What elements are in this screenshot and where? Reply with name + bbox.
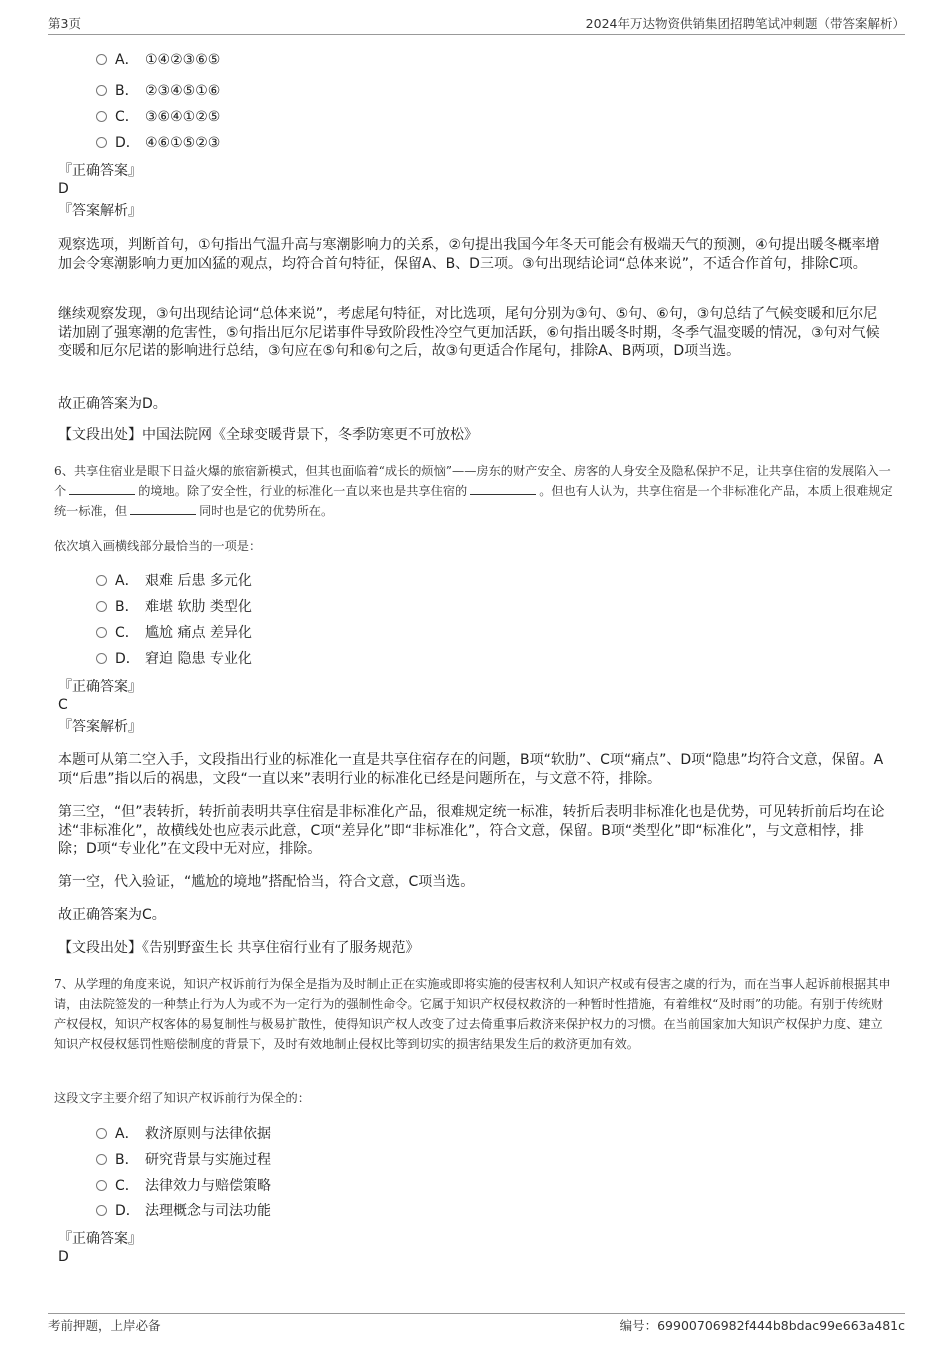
q7-option-a[interactable]: A． 救济原则与法律依据 <box>96 1124 271 1144</box>
q6-option-d[interactable]: D． 窘迫 隐患 专业化 <box>96 649 252 669</box>
q7-stem: 7、从学理的角度来说，知识产权诉前行为保全是指为及时制止正在实施或即将实施的侵害权利人知识产权或有侵害之虞的行为，而在当事人起诉前根据其申请，由法院签发的一种禁止行为人为或不为一定行为的强制性命令。它属于知识产权侵权救济的一种暂时性措施，有着维权“及时雨”的功能。有别于传统财产权侵权，知识产权客体的易复制性与极易扩散性，使得知识产权人改变了过去倚重事后救济来保护权力的习惯。在当前国家加大知识产权保护力度、建立知识产权侵权惩罚性赔偿制度的背景下，及时有效地制止侵权比等到切实的损害结果发生后的救济更加有效。 <box>54 977 891 1051</box>
q5-answer: D <box>58 181 69 197</box>
q5-option-a[interactable]: A． ①④②③⑥⑤ <box>96 50 220 70</box>
q7-answer-label: 『正确答案』 <box>58 1231 142 1247</box>
radio-icon[interactable] <box>96 111 107 122</box>
q6-answer: C <box>58 697 68 713</box>
page-header <box>48 14 905 35</box>
q6-source: 【文段出处】《告别野蛮生长 共享住宿行业有了服务规范》 <box>58 940 420 956</box>
document-code: 编号：69900706982f444b8bdac99e663a481c <box>619 1318 905 1333</box>
q5-analysis-p2: 继续观察发现，③句出现结论词“总体来说”，考虑尾句特征，对比选项，尾句分别为③句、⑤句、⑥句，③句总结了气候变暖和厄尔尼诺加剧了强寒潮的危害性，⑤句指出厄尔尼诺事件导致阶段性冷空气更加活跃，⑥句指出暖冬时期，冬季气温变暖的情况，③句对气候变暖和厄尔尼诺的影响进行总结，③句应在⑤句和⑥句之后，故③句更适合作尾句，排除A、B两项，D项当选。 <box>58 306 880 359</box>
radio-icon[interactable] <box>96 1154 107 1165</box>
q6-option-a[interactable]: A． 艰难 后患 多元化 <box>96 571 252 591</box>
footer-slogan: 考前押题，上岸必备 <box>48 1318 161 1333</box>
q6-stem: 6、共享住宿业是眼下日益火爆的旅宿新模式，但其也面临着“成长的烦恼”——房东的财产安全、房客的人身安全及隐私保护不足，让共享住宿的发展陷入一个 的境地。除了安全性，行业的标准化一直以来也是共享住宿的 。但也有人认为，共享住宿是一个非标准化产品，本质上很难规定统一标准，但 同时也是它的优势所在。 <box>54 464 893 518</box>
q7-option-d[interactable]: D． 法理概念与司法功能 <box>96 1201 271 1221</box>
radio-icon[interactable] <box>96 653 107 664</box>
blank-1[interactable] <box>69 482 135 495</box>
blank-3[interactable] <box>130 502 196 515</box>
blank-2[interactable] <box>470 482 536 495</box>
document-title: 2024年万达物资供销集团招聘笔试冲刺题（带答案解析） <box>585 16 905 31</box>
radio-icon[interactable] <box>96 627 107 638</box>
q5-option-b[interactable]: B． ②③④⑤①⑥ <box>96 81 220 101</box>
q5-analysis-p3: 故正确答案为D。 <box>58 396 167 412</box>
q7-option-b[interactable]: B． 研究背景与实施过程 <box>96 1150 271 1170</box>
q5-option-c[interactable]: C． ③⑥④①②⑤ <box>96 107 220 127</box>
radio-icon[interactable] <box>96 54 107 65</box>
radio-icon[interactable] <box>96 1180 107 1191</box>
q5-answer-label: 『正确答案』 <box>58 163 142 179</box>
q6-answer-label: 『正确答案』 <box>58 679 142 695</box>
radio-icon[interactable] <box>96 1205 107 1216</box>
q5-analysis-label: 『答案解析』 <box>58 203 142 219</box>
q5-analysis-p1: 观察选项，判断首句，①句指出气温升高与寒潮影响力的关系，②句提出我国今年冬天可能会有极端天气的预测，④句提出暖冬概率增加会令寒潮影响力更加凶猛的观点，均符合首句特征，保留A、B、D三项。③句出现结论词“总体来说”，不适合作首句，排除C项。 <box>58 237 880 272</box>
q6-option-b[interactable]: B． 难堪 软肋 类型化 <box>96 597 252 617</box>
q6-analysis-p3: 第一空，代入验证，“尴尬的境地”搭配恰当，符合文意，C项当选。 <box>58 874 475 890</box>
q6-analysis-p2: 第三空，“但”表转折，转折前表明共享住宿是非标准化产品，很难规定统一标准，转折后表明非标准化也是优势，可见转折前后均在论述“非标准化”，故横线处也应表示此意，C项“差异化”即“非标准化”，符合文意，保留。B项“类型化”即“标准化”，与文意相悖，排除；D项“专业化”在文段中无对应，排除。 <box>58 804 885 857</box>
q6-analysis-label: 『答案解析』 <box>58 719 142 735</box>
q7-answer: D <box>58 1249 69 1265</box>
radio-icon[interactable] <box>96 137 107 148</box>
q6-prompt: 依次填入画横线部分最恰当的一项是： <box>54 539 262 553</box>
page-footer <box>48 1313 905 1333</box>
q7-prompt: 这段文字主要介绍了知识产权诉前行为保全的： <box>54 1091 310 1105</box>
radio-icon[interactable] <box>96 575 107 586</box>
radio-icon[interactable] <box>96 85 107 96</box>
q6-analysis-p1: 本题可从第二空入手，文段指出行业的标准化一直是共享住宿存在的问题，B项“软肋”、C项“痛点”、D项“隐患”均符合文意，保留。A项“后患”指以后的祸患，文段“一直以来”表明行业的标准化已经是问题所在，与文意不符，排除。 <box>58 752 884 787</box>
q6-analysis-p4: 故正确答案为C。 <box>58 907 166 923</box>
radio-icon[interactable] <box>96 1128 107 1139</box>
q6-option-c[interactable]: C． 尴尬 痛点 差异化 <box>96 623 252 643</box>
q7-option-c[interactable]: C． 法律效力与赔偿策略 <box>96 1176 271 1196</box>
radio-icon[interactable] <box>96 601 107 612</box>
q5-option-d[interactable]: D． ④⑥①⑤②③ <box>96 133 220 153</box>
page-number: 第3页 <box>48 16 81 31</box>
q5-source: 【文段出处】中国法院网《全球变暖背景下，冬季防寒更不可放松》 <box>58 427 478 443</box>
